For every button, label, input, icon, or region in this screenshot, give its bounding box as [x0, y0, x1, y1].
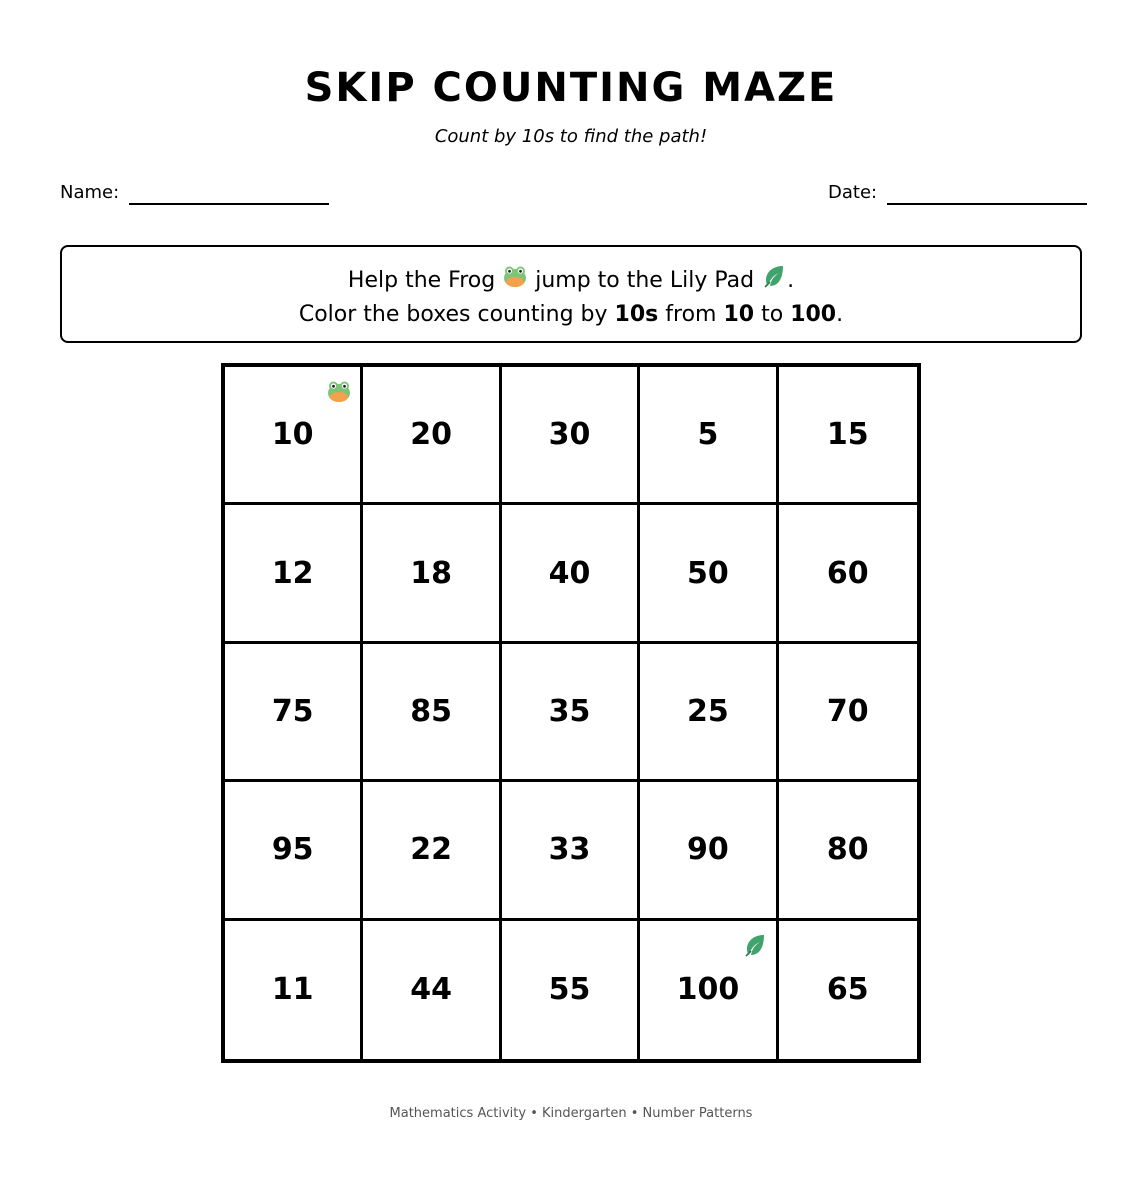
maze-cell[interactable]: [363, 367, 501, 505]
maze-cell[interactable]: [779, 644, 917, 782]
instructions-bold: 10s: [614, 302, 659, 327]
maze-cell-number: 75: [271, 693, 314, 729]
maze-cell-number: 100: [676, 972, 740, 1008]
date-label: Date:: [828, 182, 878, 203]
maze-cell[interactable]: [640, 367, 778, 505]
maze-cell[interactable]: [363, 921, 501, 1059]
maze-cell-number: 20: [410, 417, 452, 453]
maze-cell-number: 15: [826, 417, 869, 453]
instructions-text: .: [787, 268, 795, 293]
maze-cell-number: 80: [826, 832, 869, 868]
name-line[interactable]: [129, 187, 329, 205]
maze-cell-number: 95: [271, 832, 314, 868]
instructions-text: to: [761, 302, 784, 327]
maze-cell-number: 85: [410, 693, 452, 729]
maze-cell-number: 65: [826, 972, 869, 1008]
maze-cell-number: 90: [687, 832, 729, 868]
frog-icon: [502, 263, 528, 299]
maze-cell[interactable]: [502, 367, 640, 505]
maze-cell[interactable]: [363, 644, 501, 782]
maze-cell-number: 35: [548, 693, 591, 729]
instructions-bold: 10: [723, 302, 755, 327]
maze-cell-number: 11: [271, 972, 314, 1008]
instructions-bold: 100: [790, 302, 837, 327]
maze-cell[interactable]: [502, 921, 640, 1059]
maze-cell[interactable]: [640, 644, 778, 782]
maze-cell[interactable]: [502, 644, 640, 782]
maze-cell[interactable]: [779, 782, 917, 920]
maze-cell[interactable]: [225, 505, 363, 643]
date-line[interactable]: [887, 187, 1087, 205]
worksheet-subtitle: Count by 10s to find the path!: [434, 126, 708, 147]
instructions-line-2: [62, 299, 1080, 331]
instructions-text: Color the boxes counting by: [298, 302, 608, 327]
maze-cell-number: 18: [410, 555, 452, 591]
leaf-icon: [742, 931, 768, 966]
maze-grid: [221, 363, 921, 1063]
instructions-text: from: [665, 302, 717, 327]
maze-cell-number: 12: [271, 555, 314, 591]
maze-cell[interactable]: [225, 921, 363, 1059]
leaf-icon: [761, 263, 787, 299]
instructions-box: [60, 245, 1082, 343]
maze-cell[interactable]: [502, 505, 640, 643]
maze-cell[interactable]: [779, 367, 917, 505]
maze-cell-number: 30: [548, 417, 591, 453]
maze-cell-number: 60: [826, 555, 869, 591]
maze-cell[interactable]: [779, 505, 917, 643]
maze-cell-number: 10: [271, 417, 314, 453]
date-field[interactable]: [828, 181, 1087, 205]
maze-cell[interactable]: [363, 505, 501, 643]
worksheet-title: SKIP COUNTING MAZE: [304, 65, 838, 111]
instructions-line-1: [62, 263, 1080, 299]
maze-cell[interactable]: [640, 782, 778, 920]
maze-cell-number: 40: [548, 555, 591, 591]
footer-text: Mathematics Activity • Kindergarten • Number Patterns: [389, 1106, 753, 1121]
instructions-text: Help the Frog: [347, 268, 496, 293]
maze-cell[interactable]: [225, 782, 363, 920]
maze-cell-number: 22: [410, 832, 452, 868]
maze-cell-number: 25: [687, 693, 729, 729]
maze-cell[interactable]: [502, 782, 640, 920]
maze-cell[interactable]: [225, 367, 363, 505]
maze-cell-number: 70: [826, 693, 869, 729]
instructions-text: jump to the Lily Pad: [535, 268, 755, 293]
maze-cell-number: 44: [410, 972, 452, 1008]
maze-cell-number: 5: [697, 417, 719, 453]
frog-icon: [326, 377, 352, 412]
maze-cell[interactable]: [640, 921, 778, 1059]
name-label: Name:: [60, 182, 120, 203]
maze-cell[interactable]: [779, 921, 917, 1059]
maze-cell-number: 55: [548, 972, 591, 1008]
maze-cell[interactable]: [640, 505, 778, 643]
name-field[interactable]: [60, 181, 329, 205]
maze-cell-number: 50: [687, 555, 729, 591]
maze-cell[interactable]: [225, 644, 363, 782]
instructions-text: .: [836, 302, 844, 327]
maze-cell[interactable]: [363, 782, 501, 920]
maze-cell-number: 33: [548, 832, 591, 868]
